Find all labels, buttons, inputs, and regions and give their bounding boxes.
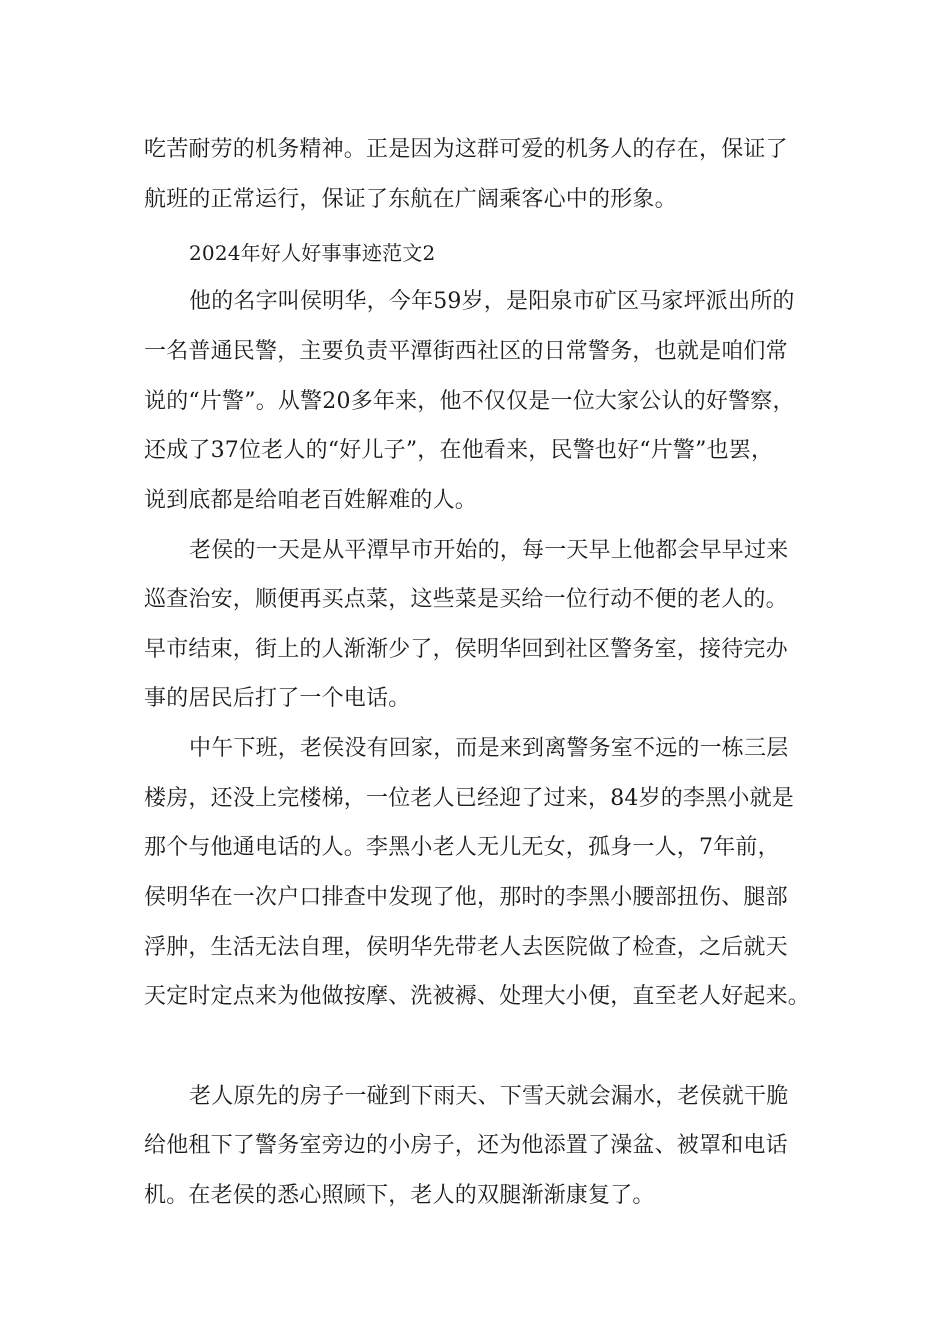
text-line: 一名普通民警，主要负责平潭街西社区的日常警务，也就是咱们常 — [144, 339, 788, 364]
paragraph-first-line: 老侯的一天是从平潭早市开始的，每一天早上他都会早早过来 — [189, 538, 789, 563]
text-line: 说到底都是给咱老百姓解难的人。 — [144, 488, 478, 513]
text-line: 楼房，还没上完楼梯，一位老人已经迎了过来，84岁的李黑小就是 — [144, 786, 794, 811]
paragraph-first-line: 中午下班，老侯没有回家，而是来到离警务室不远的一栋三层 — [189, 736, 789, 761]
text-line: 巡查治安，顺便再买点菜，这些菜是买给一位行动不便的老人的。 — [144, 587, 788, 612]
text-line: 吃苦耐劳的机务精神。正是因为这群可爱的机务人的存在，保证了 — [144, 137, 788, 162]
text-line: 浮肿，生活无法自理，侯明华先带老人去医院做了检查，之后就天 — [144, 935, 788, 960]
text-line: 给他租下了警务室旁边的小房子，还为他添置了澡盆、被罩和电话 — [144, 1133, 788, 1158]
text-line: 航班的正常运行，保证了东航在广阔乘客心中的形象。 — [144, 187, 677, 212]
text-line: 机。在老侯的悉心照顾下，老人的双腿渐渐康复了。 — [144, 1183, 655, 1208]
paragraph-first-line: 他的名字叫侯明华，今年59岁，是阳泉市矿区马家坪派出所的 — [189, 289, 795, 314]
text-line: 事的居民后打了一个电话。 — [144, 686, 411, 711]
text-line: 说的“片警”。从警20多年来，他不仅仅是一位大家公认的好警察， — [144, 389, 795, 414]
text-line: 侯明华在一次户口排查中发现了他，那时的李黑小腰部扭伤、腿部 — [144, 885, 788, 910]
section-heading: 2024年好人好事事迹范文2 — [189, 241, 436, 265]
text-line: 天定时定点来为他做按摩、洗被褥、处理大小便，直至老人好起来。 — [144, 984, 811, 1009]
text-line: 还成了37位老人的“好儿子”，在他看来，民警也好“片警”也罢， — [144, 438, 774, 463]
text-line: 早市结束，街上的人渐渐少了，侯明华回到社区警务室，接待完办 — [144, 637, 788, 662]
text-line: 那个与他通电话的人。李黑小老人无儿无女，孤身一人，7年前， — [144, 835, 780, 860]
paragraph-first-line: 老人原先的房子一碰到下雨天、下雪天就会漏水，老侯就干脆 — [189, 1084, 789, 1109]
